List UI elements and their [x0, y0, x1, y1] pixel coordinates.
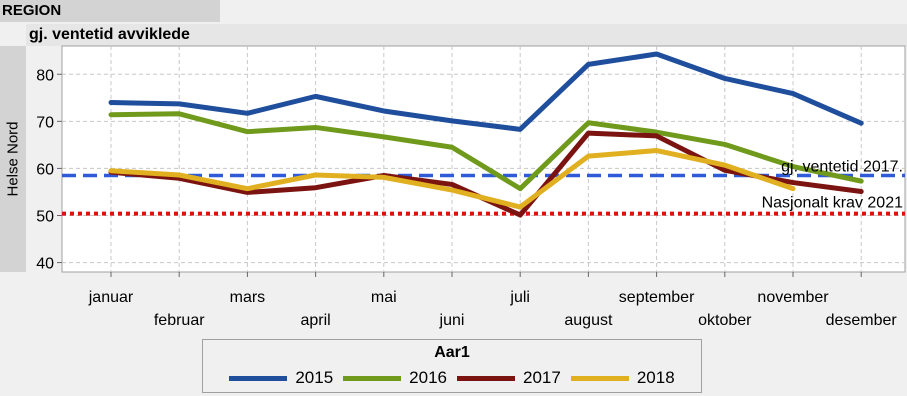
x-tick-label: april [300, 312, 331, 329]
x-tick-label: desember [825, 312, 897, 329]
legend-item[interactable] [229, 368, 333, 388]
y-tick-label: 80 [36, 67, 54, 85]
x-tick-label: juli [510, 289, 530, 306]
y-tick-label: 60 [36, 161, 54, 179]
legend-label: 2015 [295, 368, 334, 387]
legend-label: 2017 [523, 368, 561, 387]
legend-swatch [457, 376, 515, 381]
x-tick-label: februar [153, 312, 205, 329]
x-tick-label: juni [439, 312, 465, 329]
reference-line-label: Nasjonalt krav 2021 [761, 194, 903, 212]
region-header: REGION [0, 0, 220, 22]
panel-header: gj. ventetid avviklede [26, 24, 907, 46]
legend-swatch [571, 376, 629, 381]
plot-area [62, 46, 905, 272]
x-tick-label: mai [370, 289, 397, 306]
legend [202, 339, 702, 393]
reference-line-label: gj. ventetid 2017. [781, 158, 903, 176]
legend-label: 2018 [636, 368, 675, 387]
legend-swatch [229, 376, 287, 381]
y-tick-label: 70 [36, 114, 54, 132]
x-tick-label: mars [229, 289, 266, 306]
x-tick-label: september [618, 289, 695, 306]
x-tick-label: august [564, 312, 613, 329]
legend-items [203, 368, 701, 388]
x-tick-label: januar [88, 289, 134, 306]
row-label: Helse Nord [4, 121, 22, 197]
legend-item[interactable] [343, 368, 447, 388]
y-tick-label: 50 [36, 208, 54, 226]
legend-title: Aar1 [434, 344, 470, 361]
x-tick-label: oktober [698, 312, 752, 329]
x-tick-label: november [757, 289, 829, 306]
legend-item[interactable] [457, 368, 561, 388]
legend-label: 2016 [409, 368, 447, 387]
y-tick-label: 40 [36, 255, 54, 273]
legend-swatch [343, 376, 401, 381]
legend-item[interactable] [571, 368, 675, 388]
